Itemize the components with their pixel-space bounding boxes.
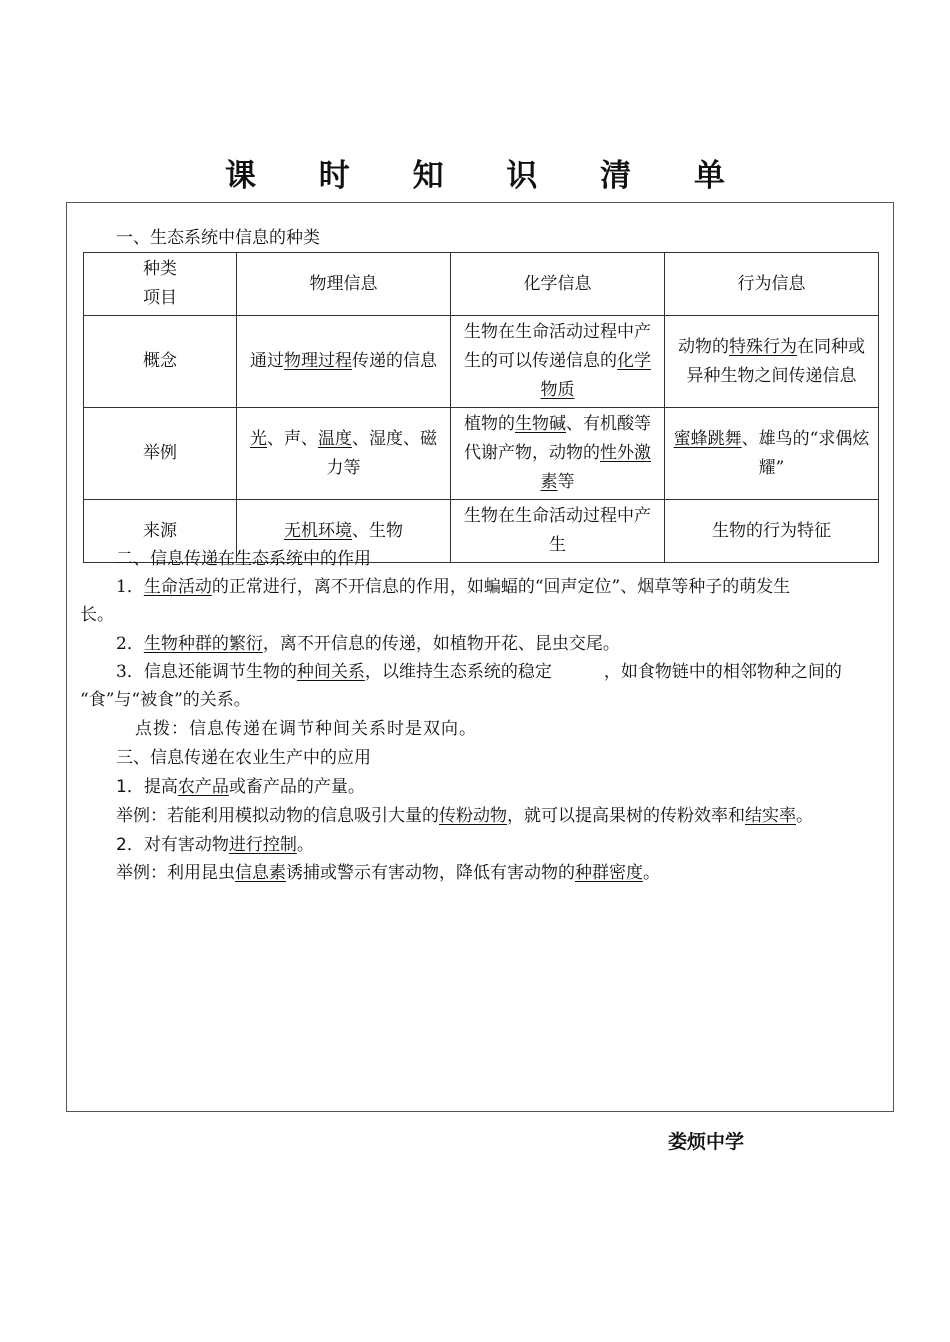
row-label-concept: 概念	[84, 316, 237, 408]
cell-example-physical: 光、声、温度、湿度、磁力等	[237, 408, 451, 500]
section2-heading: 二、信息传递在生态系统中的作用	[116, 549, 371, 569]
info-types-table	[83, 252, 879, 563]
page-title: 课 时 知 识 清 单	[225, 158, 751, 194]
col-header-chemical: 化学信息	[451, 253, 665, 316]
section3-example1: 举例：若能利用模拟动物的信息吸引大量的传粉动物，就可以提高果树的传粉效率和结实率。	[116, 806, 813, 826]
section2-item1: 1．生命活动的正常进行，离不开信息的作用，如蝙蝠的“回声定位”、烟草等种子的萌发生	[116, 577, 791, 597]
section3-heading: 三、信息传递在农业生产中的应用	[116, 748, 371, 768]
row-label-example: 举例	[84, 408, 237, 500]
section2-tip: 点拨：信息传递在调节种间关系时是双向。	[135, 719, 477, 739]
cell-example-chemical: 植物的生物碱、有机酸等代谢产物，动物的性外激素等	[451, 408, 665, 500]
section3-example2: 举例：利用昆虫信息素诱捕或警示有害动物，降低有害动物的种群密度。	[116, 863, 660, 883]
table-row-concept	[84, 316, 879, 408]
table-header-row	[84, 253, 879, 316]
section1-heading: 一、生态系统中信息的种类	[116, 228, 320, 248]
cell-source-physical: 无机环境、生物	[237, 500, 451, 563]
section2-item3-cont: “食”与“被食”的关系。	[80, 690, 251, 710]
cell-concept-chemical: 生物在生命活动过程中产生的可以传递信息的化学物质	[451, 316, 665, 408]
school-name: 娄烦中学	[668, 1131, 745, 1153]
section3-item2: 2．对有害动物进行控制。	[116, 835, 314, 855]
cell-example-behavioral: 蜜蜂跳舞、雄鸟的“求偶炫耀”	[665, 408, 879, 500]
row-label-source: 来源	[84, 500, 237, 563]
cell-concept-physical: 通过物理过程传递的信息	[237, 316, 451, 408]
table-corner-cell	[84, 253, 237, 316]
section2-item2: 2．生物种群的繁衍，离不开信息的传递，如植物开花、昆虫交尾。	[116, 634, 620, 654]
section3-item1: 1．提高农产品或畜产品的产量。	[116, 777, 365, 797]
cell-source-behavioral: 生物的行为特征	[665, 500, 879, 563]
cell-concept-behavioral: 动物的特殊行为在同种或异种生物之间传递信息	[665, 316, 879, 408]
corner-top: 种类	[143, 259, 177, 279]
table-row-example	[84, 408, 879, 500]
section2-item3: 3．信息还能调节生物的种间关系，以维持生态系统的稳定 ，如食物链中的相邻物种之间的	[116, 662, 842, 682]
section2-item1-cont: 长。	[80, 605, 114, 625]
cell-source-chemical: 生物在生命活动过程中产生	[451, 500, 665, 563]
col-header-behavioral: 行为信息	[665, 253, 879, 316]
col-header-physical: 物理信息	[237, 253, 451, 316]
corner-bottom: 项目	[143, 288, 177, 308]
